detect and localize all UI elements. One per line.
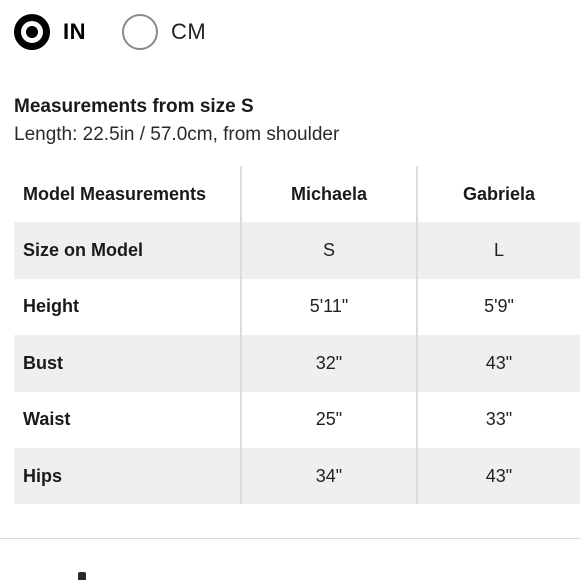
cell-gabriela: L <box>417 222 580 278</box>
table-header-row <box>14 166 580 222</box>
unit-option-in[interactable] <box>14 14 86 50</box>
row-label: Waist <box>23 409 71 430</box>
table-row <box>14 222 580 278</box>
radio-unselected-icon[interactable] <box>122 14 158 50</box>
measurements-title: Measurements from size S <box>14 96 254 117</box>
table-row <box>14 335 580 391</box>
radio-selected-icon[interactable] <box>14 14 50 50</box>
cell-gabriela: 5'9" <box>417 279 580 335</box>
cropped-content-fragment <box>78 572 86 580</box>
row-label: Hips <box>14 448 241 504</box>
measurements-length: Length: 22.5in / 57.0cm, from shoulder <box>14 124 340 145</box>
cell-michaela: 5'11" <box>241 279 417 335</box>
cell-gabriela: 33" <box>417 392 580 448</box>
cell-gabriela: 43" <box>417 448 580 504</box>
table-row <box>14 448 580 504</box>
table-row <box>14 279 580 335</box>
row-label: Size on Model <box>14 222 241 278</box>
row-label: Bust <box>14 335 241 391</box>
table-row <box>14 392 580 448</box>
header-gabriela: Gabriela <box>417 166 580 222</box>
section-divider <box>0 538 580 539</box>
header-model-measurements: Model Measurements <box>23 183 207 204</box>
cell-michaela: 32" <box>241 335 417 391</box>
row-label: Height <box>23 296 79 317</box>
unit-label-cm[interactable]: CM <box>171 19 207 44</box>
cell-michaela: 34" <box>241 448 417 504</box>
unit-label-in[interactable]: IN <box>63 19 86 44</box>
cell-michaela: S <box>241 222 417 278</box>
cell-gabriela: 43" <box>417 335 580 391</box>
cell-michaela: 25" <box>241 392 417 448</box>
unit-option-cm[interactable] <box>122 14 206 50</box>
unit-toggle <box>14 14 206 50</box>
model-measurements-table <box>14 166 580 504</box>
header-michaela: Michaela <box>241 166 417 222</box>
